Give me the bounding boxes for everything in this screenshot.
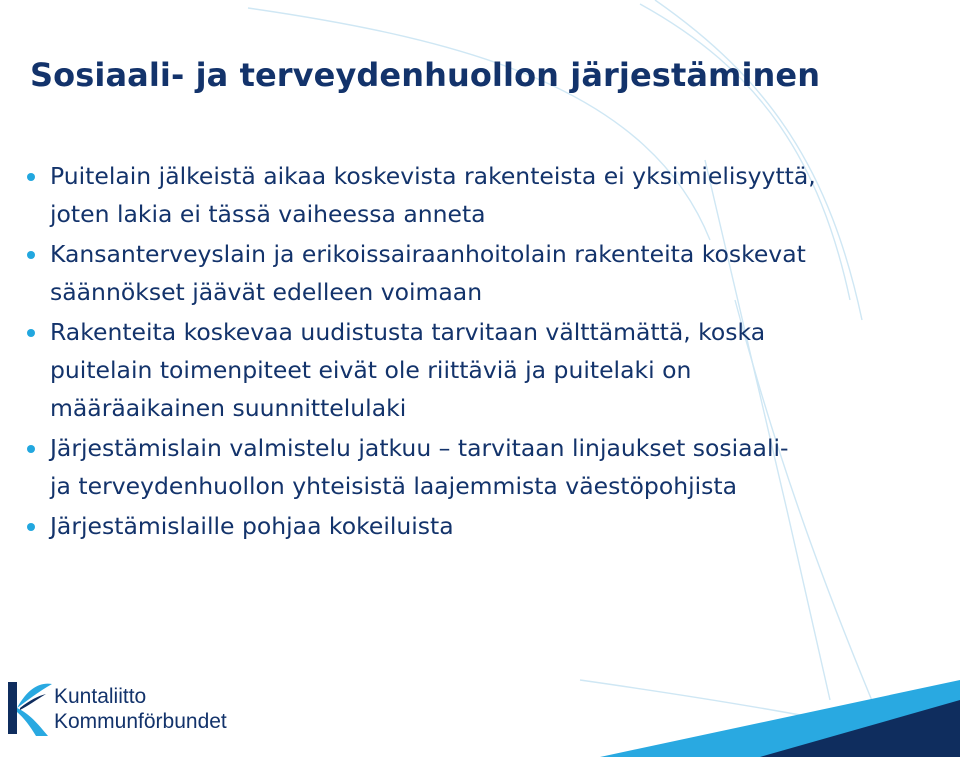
kuntaliitto-k-logo-icon — [8, 678, 58, 740]
bullet-item — [24, 313, 924, 427]
kuntaliitto-logo — [8, 676, 268, 748]
slide-title: Sosiaali- ja terveydenhuollon järjestäminen — [30, 56, 821, 94]
bullet-text-line: määräaikainen suunnittelulaki — [50, 394, 407, 422]
bullet-item — [24, 235, 924, 311]
bullet-text-line: Kansanterveyslain ja erikoissairaanhoitolain rakenteita koskevat — [50, 240, 806, 268]
bullet-dot-icon — [27, 523, 35, 531]
bullet-text-line: joten lakia ei tässä vaiheessa anneta — [50, 200, 486, 228]
bullet-item — [24, 429, 924, 505]
bullet-item — [24, 157, 924, 233]
bullet-text-line: Järjestämislaille pohjaa kokeiluista — [50, 512, 454, 540]
logo-text — [54, 684, 227, 734]
bullet-text-line: Puitelain jälkeistä aikaa koskevista rakenteista ei yksimielisyyttä, — [50, 162, 816, 190]
bullet-text-line: ja terveydenhuollon yhteisistä laajemmista väestöpohjista — [50, 472, 738, 500]
logo-line-swedish: Kommunförbundet — [54, 710, 227, 733]
bullet-dot-icon — [27, 329, 35, 337]
bullet-item — [24, 507, 924, 545]
bullet-text-line: Järjestämislain valmistelu jatkuu – tarvitaan linjaukset sosiaali- — [50, 434, 789, 462]
bullet-dot-icon — [27, 445, 35, 453]
bullet-dot-icon — [27, 251, 35, 259]
bullet-text-line: puitelain toimenpiteet eivät ole riittäviä ja puitelaki on — [50, 356, 692, 384]
bullet-list — [24, 157, 924, 547]
bullet-text-line: Rakenteita koskevaa uudistusta tarvitaan välttämättä, koska — [50, 318, 766, 346]
bullet-text-line: säännökset jäävät edelleen voimaan — [50, 278, 483, 306]
logo-line-finnish: Kuntaliitto — [54, 685, 147, 708]
bullet-dot-icon — [27, 173, 35, 181]
